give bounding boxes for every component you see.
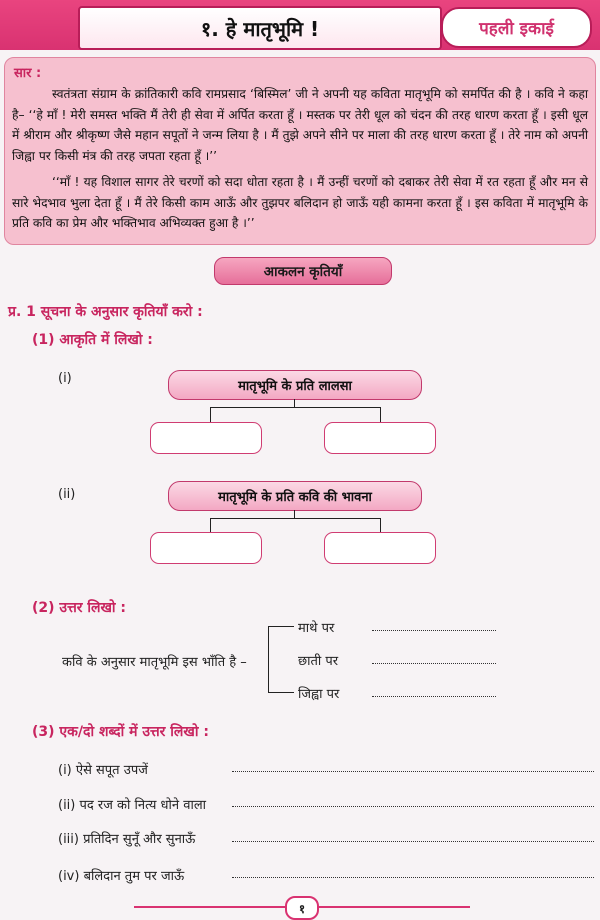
- branch-label-tongue: जिह्वा पर: [298, 687, 340, 702]
- diagram-1-left-branch: [210, 407, 211, 422]
- unit-badge: पहली इकाई: [441, 7, 592, 48]
- diagram-2-stem: [294, 510, 295, 518]
- answer-line-chest[interactable]: [372, 663, 496, 664]
- diagram-1-right-branch: [380, 407, 381, 422]
- bracket-vertical: [268, 626, 269, 692]
- question-1-title: प्र. 1 सूचना के अनुसार कृतियाँ करो :: [8, 304, 203, 320]
- answer-line-3-3[interactable]: [232, 841, 594, 842]
- answer-line-forehead[interactable]: [372, 630, 496, 631]
- part-3-item-2: (ii) पद रज को नित्य धोने वाला: [58, 798, 207, 813]
- diagram-2-right-branch: [380, 518, 381, 532]
- diagram-1-stem: [294, 399, 295, 407]
- answer-line-3-4[interactable]: [232, 877, 594, 878]
- bracket-top-arm: [268, 626, 294, 627]
- diagram-2-left-branch: [210, 518, 211, 532]
- branch-label-chest: छाती पर: [298, 654, 339, 669]
- summary-paragraph-2: ‘‘माँ ! यह विशाल सागर तेरे चरणों को सदा धोता रहता है । मैं उन्हीं चरणों को दबाकर तेरी सेवा में रत रहता हूँ और मन से सारे भेदभाव भुला देता हूँ । मैं तेरे किसी काम आऊँ और तुझपर बलिदान हो जाऊँ यही कामना करता हूँ । इस कविता में मातृभूमि के प्रति कवि का प्रेम और भक्तिभाव अभिव्यक्त हुआ है ।’’: [12, 175, 588, 230]
- part-3-item-1: (i) ऐसे सपूत उपजें: [58, 763, 148, 778]
- summary-paragraph-1: स्वतंत्रता संग्राम के क्रांतिकारी कवि रामप्रसाद ‘बिस्मिल’ जी ने अपनी यह कविता मातृभूमि को समर्पित की है । कवि ने कहा है– ‘‘हे माँ ! मेरी समस्त भक्ति मैं तेरी ही सेवा में अर्पित करता हूँ । मस्तक पर तेरी धूल को चंदन की तरह धारण करता हूँ । इसी धूल में श्रीराम और श्रीकृष्ण जैसे महान सपूतों ने जन्म लिया है । मैं तुझे अपने सीने पर माला की तरह धारण करता हूँ । तेरे नाम को अपनी जिह्वा पर किसी मंत्र की तरह जपता रहता हूँ ।’’: [12, 87, 588, 163]
- part-3-item-3: (iii) प्रतिदिन सुनूँ और सुनाऊँ: [58, 832, 196, 847]
- item-2-number: (ii): [58, 487, 76, 502]
- part-3-item-4: (iv) बलिदान तुम पर जाऊँ: [58, 869, 185, 884]
- chapter-title: १. हे मातृभूमि !: [78, 6, 442, 50]
- answer-box-2b[interactable]: [324, 532, 436, 564]
- part-1-title: (1) आकृति में लिखो :: [32, 332, 153, 348]
- part-2-statement: कवि के अनुसार मातृभूमि इस भाँति है –: [62, 655, 247, 670]
- diagram-2-label: मातृभूमि के प्रति कवि की भावना: [168, 481, 422, 511]
- summary-label: सार :: [14, 66, 42, 81]
- answer-box-2a[interactable]: [150, 532, 262, 564]
- diagram-1-bar: [210, 407, 380, 408]
- summary-text: [12, 84, 588, 234]
- page-number: १: [285, 896, 319, 920]
- answer-line-tongue[interactable]: [372, 696, 496, 697]
- diagram-2-bar: [210, 518, 380, 519]
- bracket-bottom-arm: [268, 692, 294, 693]
- answer-box-1b[interactable]: [324, 422, 436, 454]
- diagram-1-label: मातृभूमि के प्रति लालसा: [168, 370, 422, 400]
- answer-line-3-1[interactable]: [232, 771, 594, 772]
- branch-label-forehead: माथे पर: [298, 621, 335, 636]
- answer-box-1a[interactable]: [150, 422, 262, 454]
- item-1-number: (i): [58, 371, 72, 386]
- part-3-title: (3) एक/दो शब्दों में उत्तर लिखो :: [32, 724, 209, 740]
- section-title: आकलन कृतियाँ: [214, 257, 392, 285]
- part-2-title: (2) उत्तर लिखो :: [32, 600, 127, 616]
- answer-line-3-2[interactable]: [232, 806, 594, 807]
